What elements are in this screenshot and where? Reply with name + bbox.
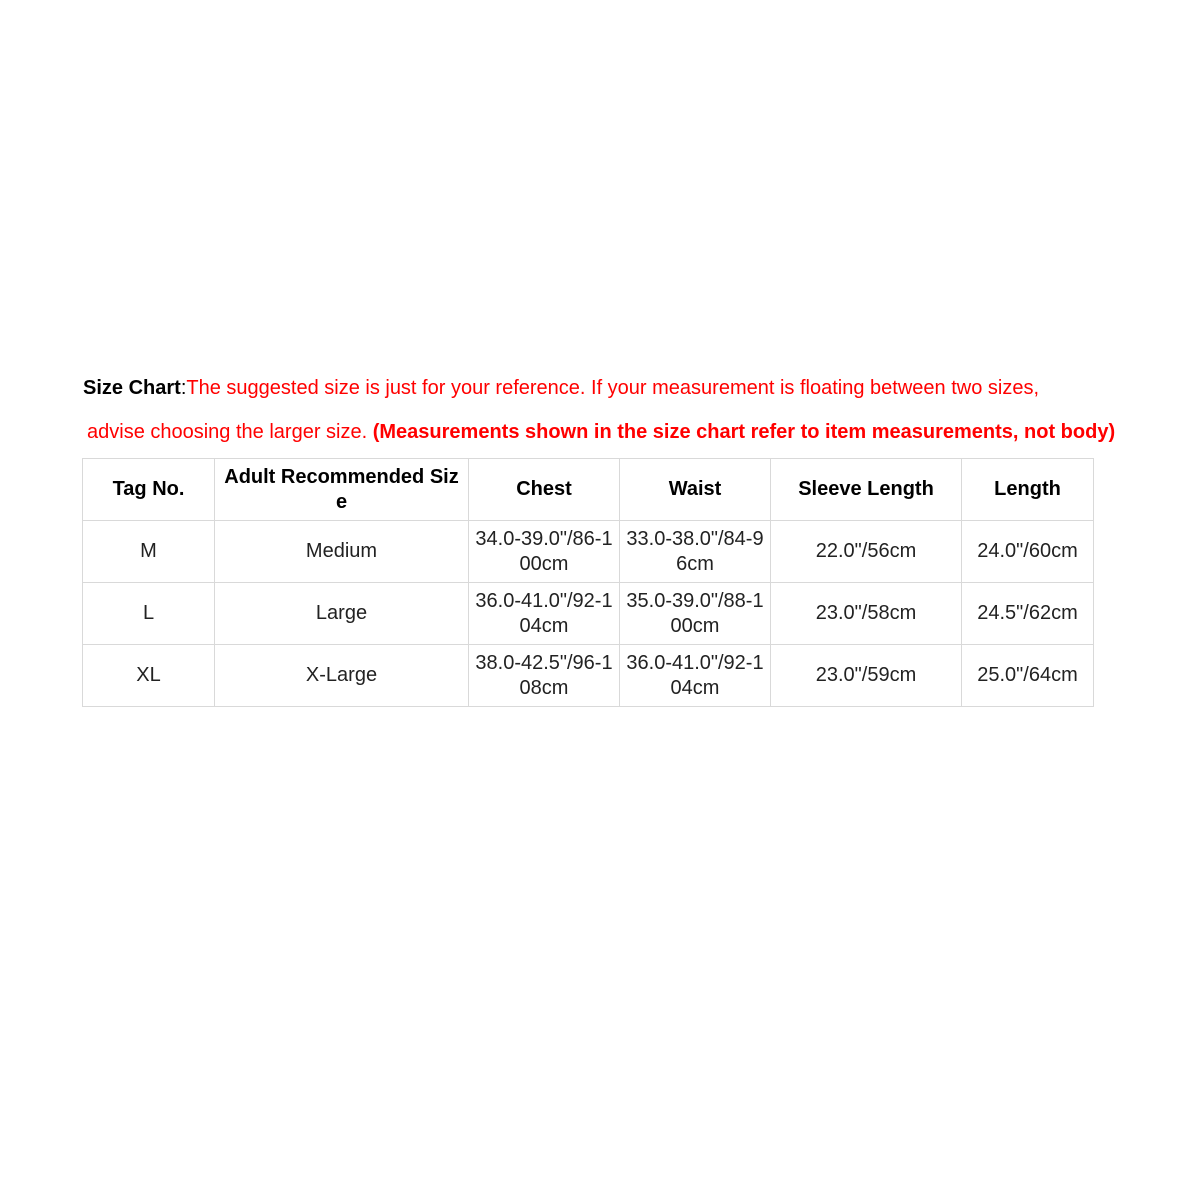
cell-length: 24.0"/60cm — [962, 521, 1094, 583]
cell-length: 25.0"/64cm — [962, 645, 1094, 707]
size-chart-note — [83, 366, 1193, 454]
note-reference-text: The suggested size is just for your reference. If your measurement is floating between two sizes, — [186, 377, 1040, 399]
table-row — [83, 521, 1094, 583]
cell-tag-no: XL — [83, 645, 215, 707]
cell-recommended-size: Medium — [215, 521, 469, 583]
note-line-1 — [83, 366, 1193, 410]
cell-sleeve-length: 23.0"/59cm — [771, 645, 962, 707]
header-sleeve-length: Sleeve Length — [771, 459, 962, 521]
table-header-row — [83, 459, 1094, 521]
note-line-2 — [83, 410, 1193, 454]
cell-recommended-size: Large — [215, 583, 469, 645]
cell-sleeve-length: 22.0"/56cm — [771, 521, 962, 583]
header-tag-no: Tag No. — [83, 459, 215, 521]
header-chest: Chest — [469, 459, 620, 521]
header-length: Length — [962, 459, 1094, 521]
cell-waist: 33.0-38.0"/84-96cm — [620, 521, 771, 583]
note-colon: : — [180, 377, 187, 399]
size-chart-label: Size Chart — [83, 377, 181, 399]
cell-recommended-size: X-Large — [215, 645, 469, 707]
cell-tag-no: M — [83, 521, 215, 583]
cell-chest: 36.0-41.0"/92-104cm — [469, 583, 620, 645]
note-measurement-warning: (Measurements shown in the size chart refer to item measurements, not body) — [372, 421, 1116, 443]
header-recommended-size: Adult Recommended Size — [215, 459, 469, 521]
table-row — [83, 645, 1094, 707]
note-advice-text: advise choosing the larger size. — [87, 421, 373, 443]
cell-chest: 38.0-42.5"/96-108cm — [469, 645, 620, 707]
cell-tag-no: L — [83, 583, 215, 645]
cell-length: 24.5"/62cm — [962, 583, 1094, 645]
table-row — [83, 583, 1094, 645]
cell-waist: 36.0-41.0"/92-104cm — [620, 645, 771, 707]
cell-sleeve-length: 23.0"/58cm — [771, 583, 962, 645]
cell-chest: 34.0-39.0"/86-100cm — [469, 521, 620, 583]
cell-waist: 35.0-39.0"/88-100cm — [620, 583, 771, 645]
size-table — [82, 458, 1094, 707]
header-waist: Waist — [620, 459, 771, 521]
